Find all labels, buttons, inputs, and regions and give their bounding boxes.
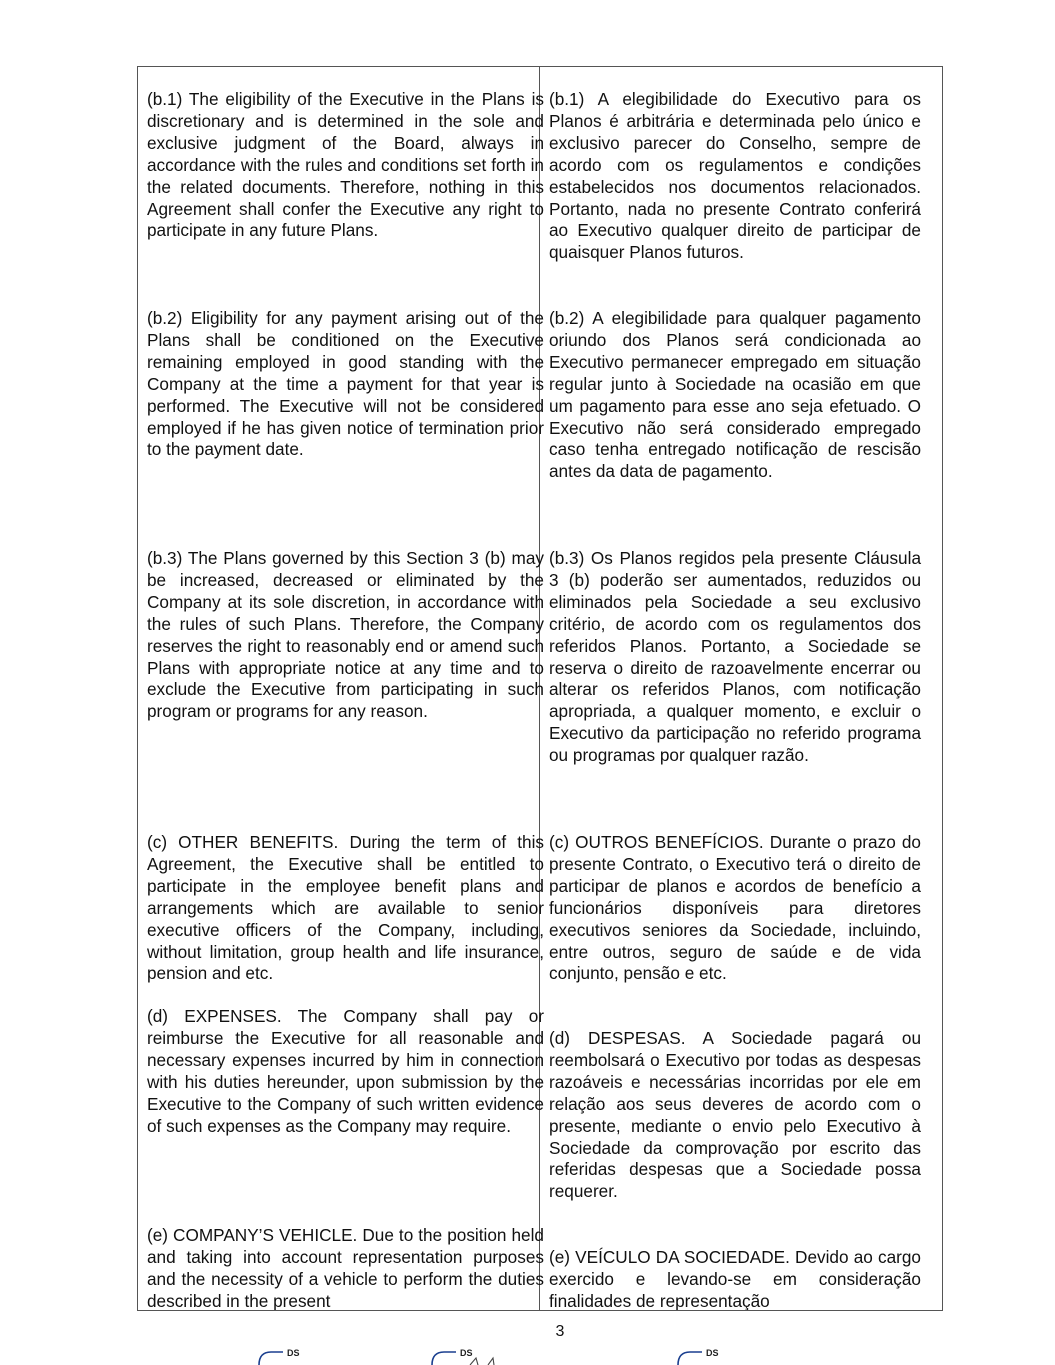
docusign-initial-mark: [257, 1346, 317, 1365]
portuguese-column: [540, 67, 942, 1310]
clause-e-portuguese: (e) VEÍCULO DA SOCIEDADE. Devido ao cargo exercido e levando-se em consideração finalidades de representação: [549, 1247, 921, 1311]
clause-b2-english: (b.2) Eligibility for any payment arising out of the Plans shall be conditioned on the Executive remaining employed in good standing with the Company at the time a payment for that year is performed. The Executive will not be considered employed if he has given notice of termination prior to the payment date.: [147, 308, 544, 460]
docusign-initial-mark: [430, 1346, 490, 1365]
docusign-label: DS: [460, 1348, 473, 1358]
page-number: 3: [555, 1323, 565, 1340]
clause-b3-english: (b.3) The Plans governed by this Section 3 (b) may be increased, decreased or eliminated by the Company at its sole discretion, in accordance with the rules of such Plans. Therefore, the Company reserves the right to reasonably end or amend such Plans with appropriate notice at any time and to exclude the Executive from participating in such program or programs for any reason.: [147, 548, 544, 722]
docusign-label: DS: [287, 1348, 300, 1358]
clause-c-portuguese: (c) OUTROS BENEFÍCIOS. Durante o prazo do presente Contrato, o Executivo terá o direito de participar de planos e acordos de benefício a funcionários disponíveis para diretores executivos seniores da Sociedade, incluindo, entre outros, seguro de saúde e de vida conjunto, pensão e etc.: [549, 832, 921, 984]
clause-b2-portuguese: (b.2) A elegibilidade para qualquer pagamento oriundo dos Planos será condicionada ao Executivo permanecer empregado em situação regular junto à Sociedade na ocasião em que um pagamento para esse ano seja efetuado. O Executivo não será considerado empregado caso tenha entregado notificação de rescisão antes da data de pagamento.: [549, 308, 921, 482]
bilingual-contract-table: [137, 66, 943, 1311]
clause-b1-portuguese: (b.1) A elegibilidade do Executivo para os Planos é arbitrária e determinada pelo único e exclusivo parecer do Conselho, sempre de acordo com os regulamentos e condições estabelecidos nos documentos relacionados. Portanto, nada no presente Contrato conferirá ao Executivo qualquer direito de participar de quaisquer Planos futuros.: [549, 89, 921, 263]
docusign-label: DS: [706, 1348, 719, 1358]
clause-d-portuguese: (d) DESPESAS. A Sociedade pagará ou reembolsará o Executivo por todas as despesas razoáveis e necessárias incorridas por ele em relação aos seus deveres de acordo com o presente, mediante o envio pelo Executivo à Sociedade da comprovação por escrito das referidas despesas que a Sociedade possa requerer.: [549, 1028, 921, 1202]
english-column: [138, 67, 544, 1311]
clause-e-english: (e) COMPANY’S VEHICLE. Due to the position held and taking into account representation purposes and the necessity of a vehicle to perform the duties described in the present: [147, 1225, 544, 1311]
clause-d-english: (d) EXPENSES. The Company shall pay or reimburse the Executive for all reasonable and necessary expenses incurred by him in connection with his duties hereunder, upon submission by the Executive to the Company of such written evidence of such expenses as the Company may require.: [147, 1006, 544, 1136]
clause-b1-english: (b.1) The eligibility of the Executive in the Plans is discretionary and is determined in the sole and exclusive judgment of the Board, always in accordance with the rules and conditions set forth in the related documents. Therefore, nothing in this Agreement shall confer the Executive any right to participate in any future Plans.: [147, 89, 544, 241]
clause-b3-portuguese: (b.3) Os Planos regidos pela presente Cláusula 3 (b) poderão ser aumentados, reduzidos ou eliminados pela Sociedade a seu exclusivo critério, de acordo com os regulamentos dos referidos Planos. Portanto, a Sociedade se reserva o direito de razoavelmente encerrar ou alterar os referidos Planos, com notificação apropriada, a qualquer momento, e excluir o Executivo da participação no referido programa ou programas por qualquer razão.: [549, 548, 921, 766]
clause-c-english: (c) OTHER BENEFITS. During the term of this Agreement, the Executive shall be entitled to participate in the employee benefit plans and arrangements which are available to senior executive officers of the Company, including, without limitation, group health and life insurance, pension and etc.: [147, 832, 544, 984]
docusign-initial-mark: [676, 1346, 736, 1365]
